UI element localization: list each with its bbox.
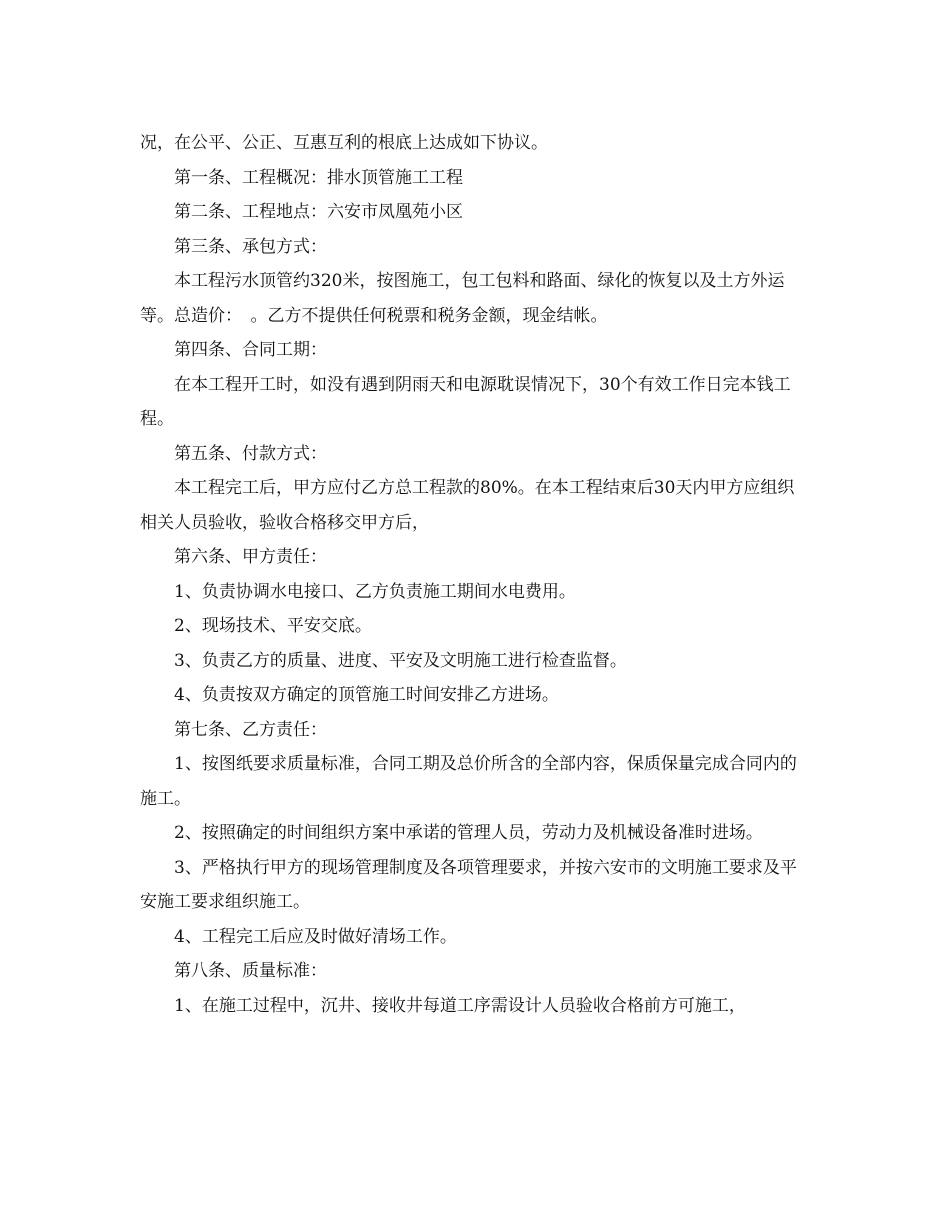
clause-3-heading: 第三条、承包方式： (174, 236, 327, 257)
clause-5-body: 本工程完工后，甲方应付乙方总工程款的80%。在本工程结束后30天内甲方应组织相关人员验收，验收合格移交甲方后， (140, 478, 795, 533)
clause-6-item-2: 2、现场技术、平安交底。 (174, 616, 372, 636)
paragraph-intro-continuation: 况，在公平、公正、互惠互利的根底上达成如下协议。 (140, 133, 548, 153)
clause-7-item-4: 4、工程完工后应及时做好清场工作。 (174, 926, 457, 947)
clause-6-heading: 第六条、甲方责任： (174, 547, 327, 567)
clause-7-item-2: 2、按照确定的时间组织方案中承诺的管理人员，劳动力及机械设备准时进场。 (174, 823, 763, 843)
clause-4-body: 在本工程开工时，如没有遇到阴雨天和电源耽误情况下，30个有效工作日完本钱工程。 (140, 374, 791, 429)
clause-5-heading: 第五条、付款方式： (174, 443, 327, 464)
clause-6-item-4: 4、负责按双方确定的顶管施工时间安排乙方进场。 (174, 685, 559, 705)
clause-7-item-1: 1、按图纸要求质量标准，合同工期及总价所含的全部内容，保质保量完成合同内的施工。 (140, 754, 797, 809)
clause-8-heading: 第八条、质量标准： (174, 961, 327, 981)
clause-8-item-1: 1、在施工过程中，沉井、接收井每道工序需设计人员验收合格前方可施工， (174, 995, 746, 1016)
clause-1-project-overview: 第一条、工程概况：排水顶管施工工程 (174, 167, 463, 188)
clause-3-body: 本工程污水顶管约320米，按图施工，包工包料和路面、绿化的恢复以及土方外运等。总造价： 。乙方不提供任何税票和税务金额，现金结帐。 (140, 271, 785, 326)
clause-7-heading: 第七条、乙方责任： (174, 719, 327, 740)
clause-2-project-location: 第二条、工程地点：六安市凤凰苑小区 (174, 202, 463, 222)
clause-4-heading: 第四条、合同工期： (174, 340, 327, 360)
document-body (140, 126, 810, 1023)
clause-6-item-3: 3、负责乙方的质量、进度、平安及文明施工进行检查监督。 (174, 650, 627, 671)
clause-7-item-3: 3、严格执行甲方的现场管理制度及各项管理要求，并按六安市的文明施工要求及平安施工要求组织施工。 (140, 857, 797, 912)
clause-6-item-1: 1、负责协调水电接口、乙方负责施工期间水电费用。 (174, 581, 576, 602)
